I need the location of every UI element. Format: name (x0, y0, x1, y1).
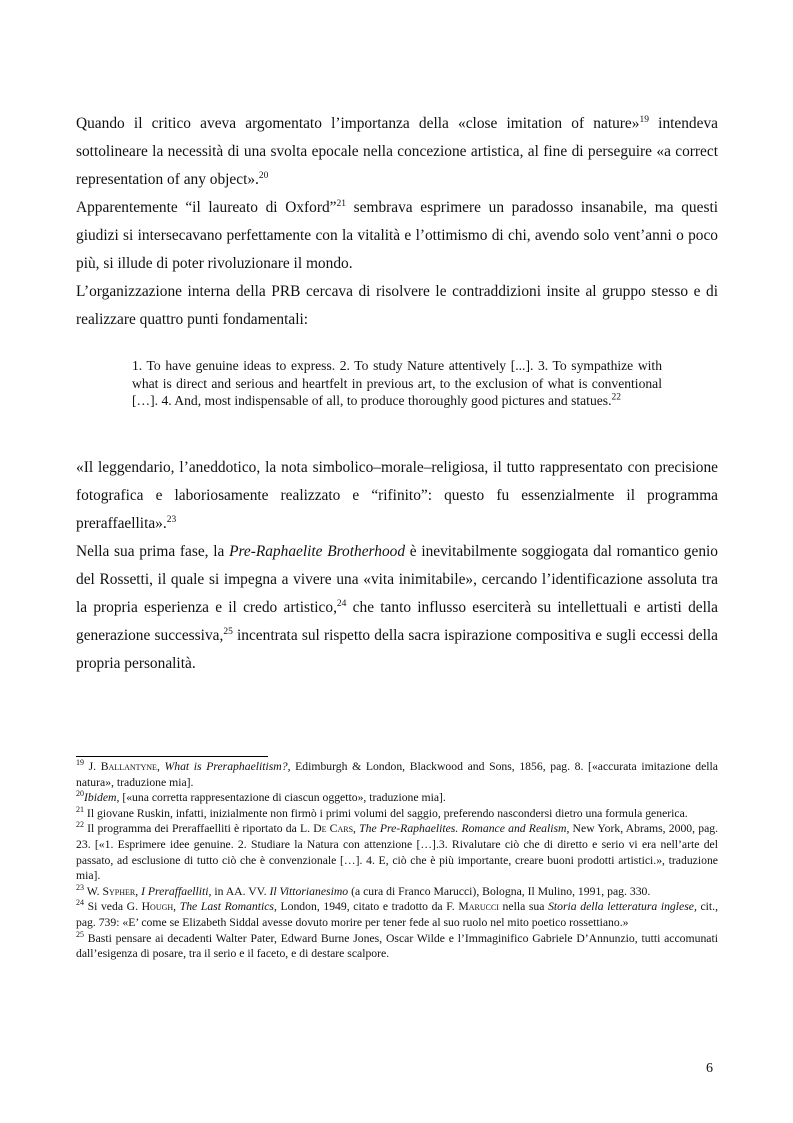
footnote-text: W. (84, 884, 103, 898)
footnote-text: (a cura di Franco Marucci), Bologna, Il Mulino, 1991, pag. 330. (348, 884, 651, 898)
footnote-ref-25[interactable]: 25 (223, 626, 233, 637)
footnote-19 (76, 759, 718, 790)
footnotes (76, 759, 718, 962)
footnote-number: 19 (76, 758, 84, 768)
block-quote-text (132, 357, 662, 410)
footnote-text: , (173, 900, 180, 914)
footnote-number: 21 (76, 804, 84, 814)
footnote-number: 23 (76, 882, 84, 892)
paragraph-1-text-a: Quando il critico aveva argomentato l’importanza della «close imitation of nature» (76, 115, 640, 132)
block-quote (132, 357, 662, 410)
footnote-title: Ibidem, (84, 791, 120, 805)
footnote-text: , Edimburgh & London, Blackwood and Sons, 1856, pag. 8. [«accurata imitazione della natura», traduzione mia]. (76, 760, 718, 789)
footnote-text: , in AA. VV. (208, 884, 270, 898)
footnote-text: Si veda G. (84, 900, 142, 914)
footnote-separator (76, 756, 268, 757)
footnote-22 (76, 821, 718, 883)
paragraph-5-text-c: che tanto influsso eserciterà su intellettuali e artisti della generazione successiva, (76, 599, 718, 644)
footnote-text: Il programma dei Preraffaelliti è riportato da L. (84, 822, 314, 836)
footnote-author: Sypher (102, 884, 136, 898)
footnote-text: , (135, 884, 142, 898)
paragraph-2-text-a: Apparentemente “il laureato di Oxford” (76, 199, 337, 216)
page-number: 6 (706, 1061, 713, 1076)
paragraph-4-text: «Il leggendario, l’aneddotico, la nota simbolico–morale–religiosa, il tutto rappresentato con precisione fotografica e laboriosamente realizzato e “rifinito”: questo fu essenzialmente il programma preraffaellita». (76, 459, 718, 532)
footnote-text: Il giovane Ruskin, infatti, inizialmente non firmò i primi volumi del saggio, preferendo nascondersi dietro una formula generica. (84, 806, 688, 820)
footnote-ref-21[interactable]: 21 (336, 198, 347, 209)
footnote-text: , (353, 822, 360, 836)
footnote-title: The Last Romantics (179, 900, 274, 914)
footnote-25 (76, 931, 718, 962)
footnote-title: What is Preraphaelitism? (164, 760, 288, 773)
paragraph-1 (76, 110, 718, 194)
footnote-title: I Preraffaelliti (141, 884, 209, 898)
footnote-text: Basti pensare ai decadenti Walter Pater, Edward Burne Jones, Oscar Wilde e l’Immaginifico Gabriele D’Annunzio, tutti accomunati dall’esigenza di posare, tra il serio e il faceto, e di destare scalpore. (76, 931, 718, 961)
footnote-number: 25 (76, 929, 84, 939)
paragraph-5 (76, 538, 718, 678)
body-bottom (76, 454, 718, 678)
footnote-author: Ballantyne (100, 760, 157, 773)
paragraph-5-text-b: è inevitabilmente soggiogata dal romantico genio del Rossetti, il quale si impegna a vivere una «vita inimitabile», cercando l’identificazione assoluta tra la propria esperienza e il credo artistico, (76, 543, 718, 616)
footnote-text: , (156, 760, 165, 773)
footnote-author: De Cars (313, 822, 354, 836)
footnote-text: cit., pag. 739: «E’ come se Elizabeth Siddal avesse dovuto morire per tener fede al suo ruolo nel mito poetico rossettiano.» (76, 900, 719, 929)
footnote-24 (76, 899, 718, 930)
footnote-number: 24 (76, 898, 84, 908)
footnote-number: 20 (76, 789, 84, 799)
footnote-text: [«una corretta rappresentazione di ciascun oggetto», traduzione mia]. (119, 791, 446, 805)
block-quote-body: 1. To have genuine ideas to express. 2. To study Nature attentively [...]. 3. To sympathize with what is direct and serious and heartfelt in previous art, to the exclusion of what is conventional […]. 4. And, most indispensable of all, to produce thoroughly good pictures and statues. (132, 358, 662, 409)
footnote-ref-24[interactable]: 24 (336, 598, 347, 609)
footnote-ref-20[interactable]: 20 (258, 170, 269, 181)
footnote-23 (76, 884, 718, 900)
paragraph-4 (76, 454, 718, 538)
paragraph-5-text-d: incentrata sul rispetto della sacra ispirazione compositiva e sugli eccessi della propria personalità. (76, 627, 718, 672)
footnote-title: Il Vittorianesimo (269, 884, 349, 898)
body-top (76, 110, 718, 334)
paragraph-5-text-a: Nella sua prima fase, la (76, 543, 230, 560)
footnote-text: , New York, Abrams, 2000, pag. 23. [«1. Esprimere idee genuine. 2. Studiare la Natura con attenzione […].3. Rivalutare ciò che di diretto e serio vi era nell’arte del passato, ad esclusione di tutto ciò che è convenzionale […]. 4. E, ciò che è più importante, creare buoni prodotti artistici.», traduzione mia]. (76, 822, 719, 883)
footnote-text: J. (84, 760, 101, 773)
footnote-author: Marucci (458, 900, 499, 914)
paragraph-1-text-b: intendeva sottolineare la necessità di una svolta epocale nella concezione artistica, al fine di perseguire «a correct representation of any object». (76, 115, 718, 188)
footnote-text: , London, 1949, citato e tradotto da F. (273, 900, 459, 914)
footnote-title: Storia della letteratura inglese, (548, 900, 697, 914)
footnote-20 (76, 790, 718, 806)
paragraph-2 (76, 194, 718, 278)
footnote-ref-22[interactable]: 22 (611, 392, 621, 403)
paragraph-2-text-b: sembrava esprimere un paradosso insanabile, ma questi giudizi si intersecavano perfettamente con la vitalità e l’ottimismo di chi, avendo solo vent’anni o poco più, si illude di poter rivoluzionare il mondo. (76, 199, 718, 272)
footnote-ref-23[interactable]: 23 (166, 514, 177, 525)
footnote-author: Hough (141, 900, 174, 914)
paragraph-3: L’organizzazione interna della PRB cercava di risolvere le contraddizioni insite al gruppo stesso e di realizzare quattro punti fondamentali: (76, 283, 718, 328)
footnote-21 (76, 806, 718, 822)
paragraph-5-italic-title: Pre-Raphaelite Brotherhood (229, 543, 406, 560)
footnote-number: 22 (76, 820, 84, 830)
footnote-text: nella sua (498, 900, 549, 914)
footnote-title: The Pre-Raphaelites. Romance and Realism (359, 822, 567, 836)
footnote-ref-19[interactable]: 19 (639, 114, 649, 125)
